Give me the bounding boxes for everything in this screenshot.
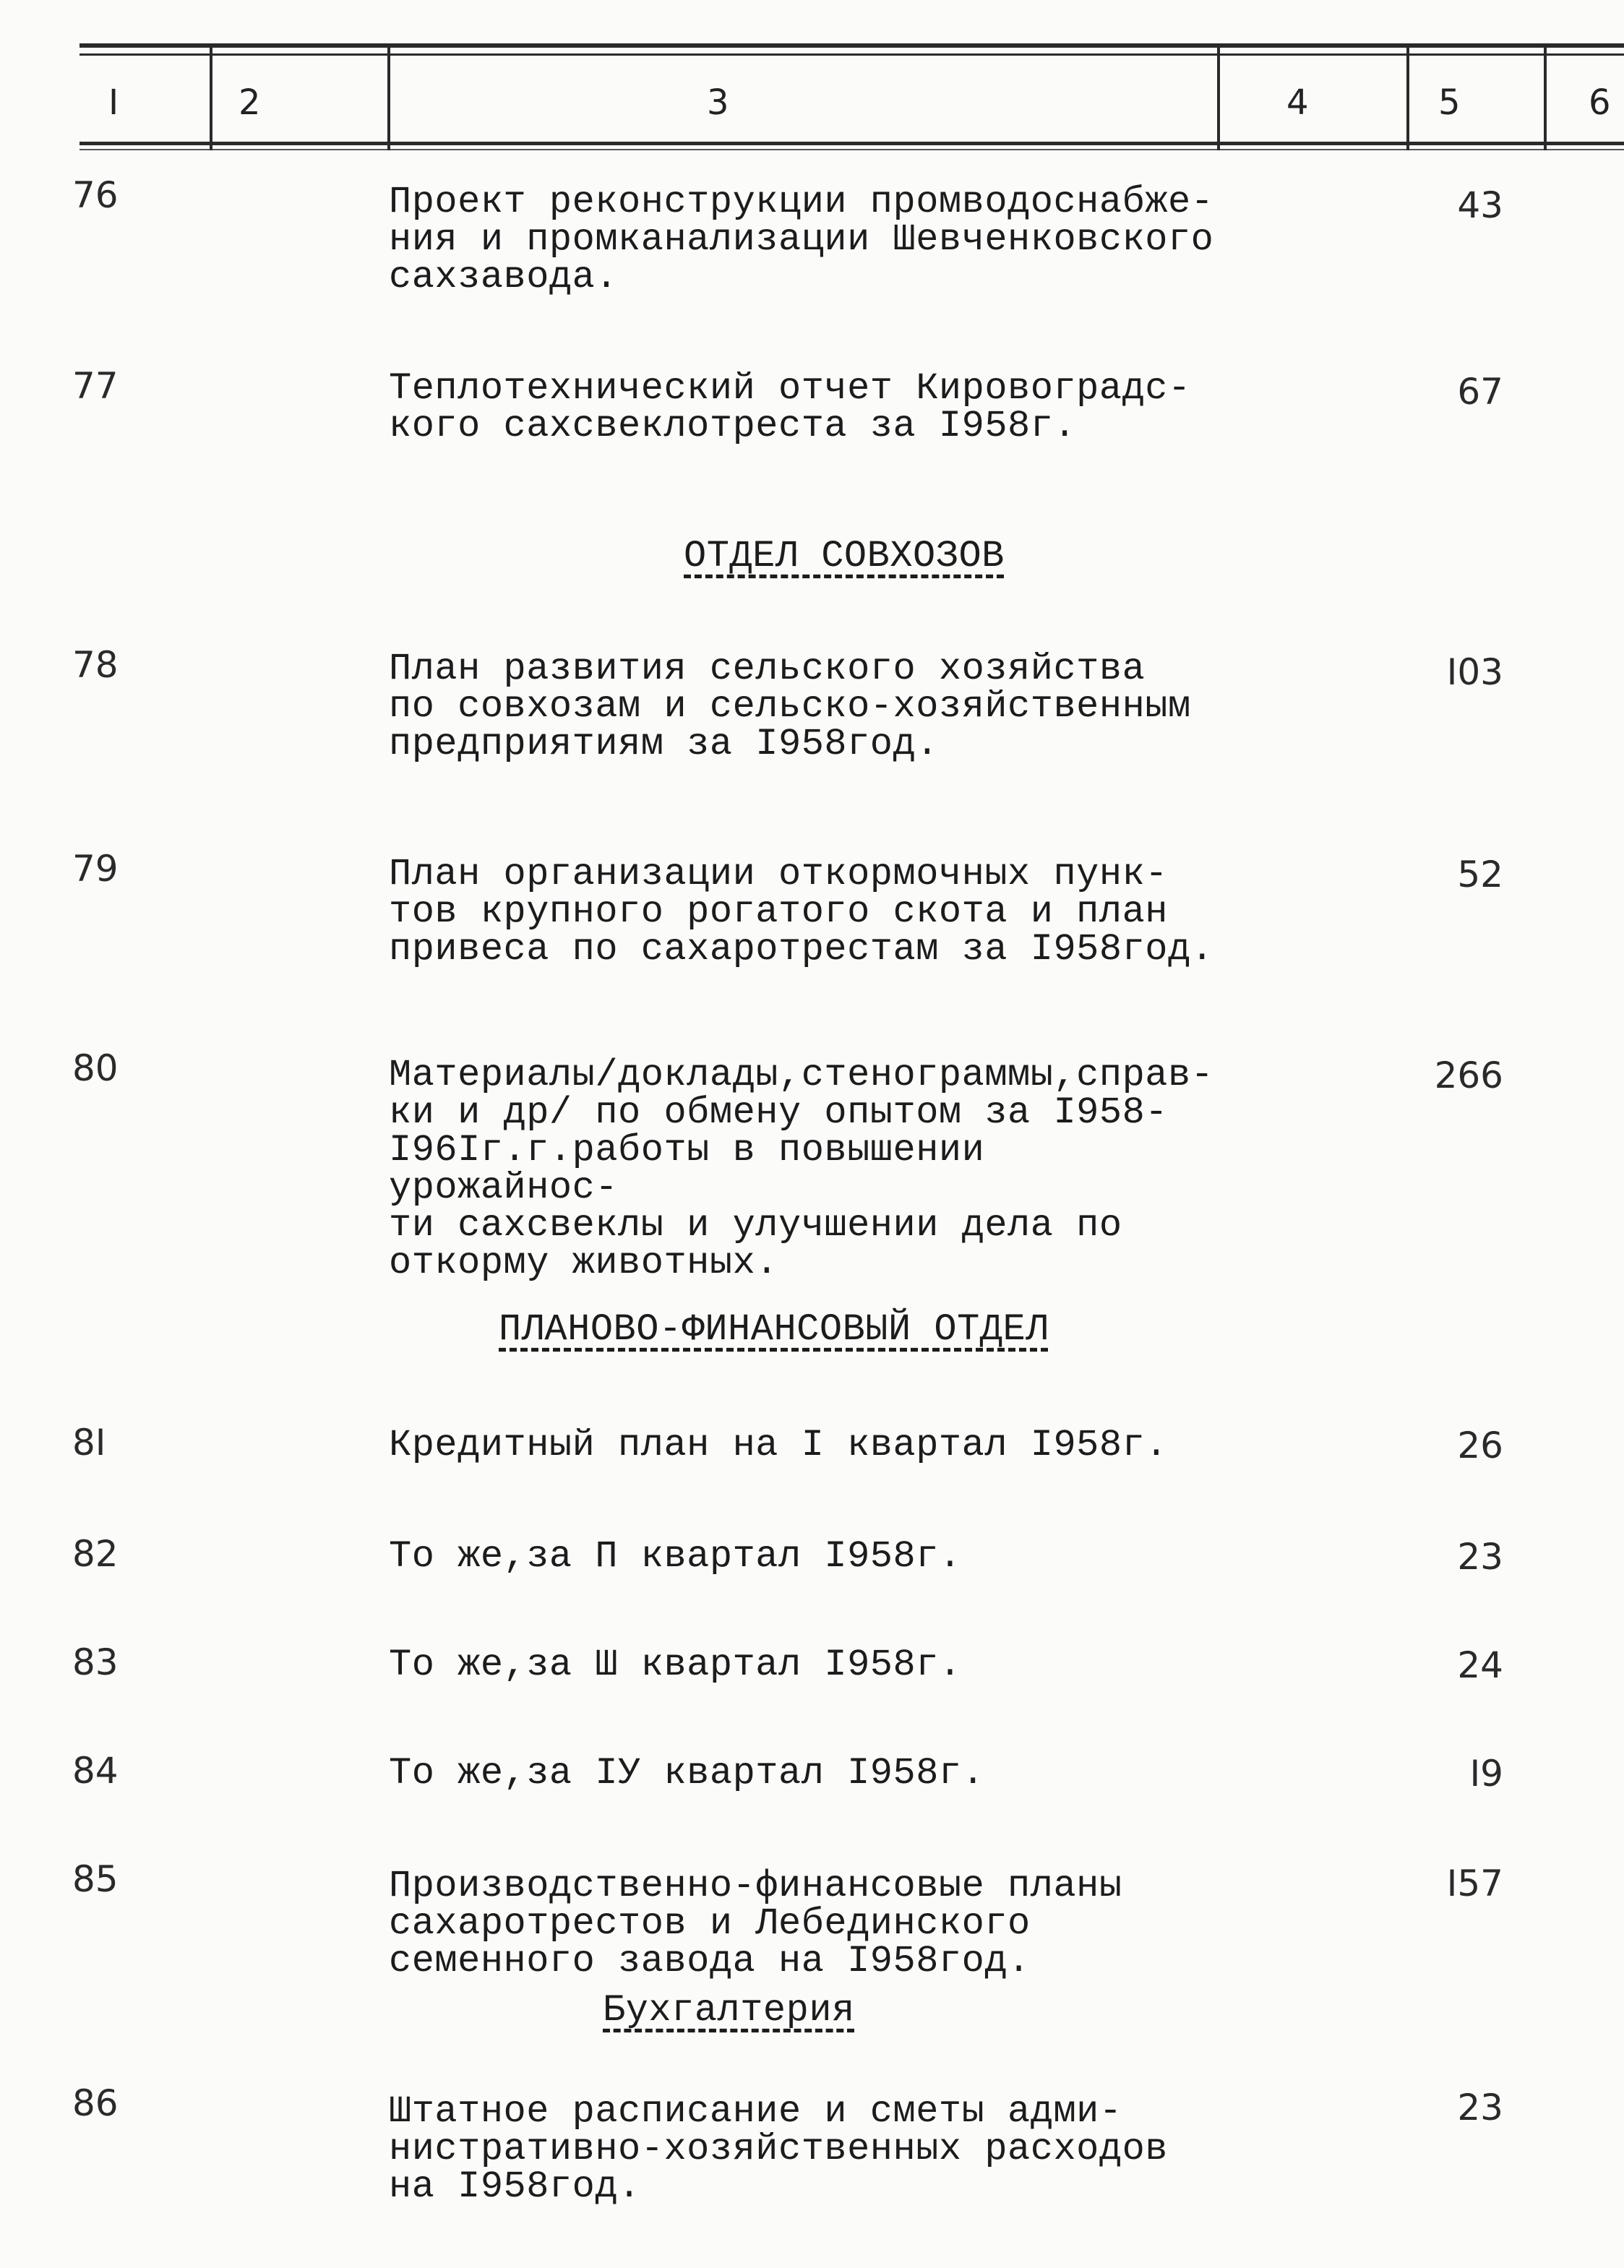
entry-number: 8I <box>72 1422 106 1464</box>
entry-title: Проект реконструкции промводоснабже- ния и промканализации Шевченковского сахзавода. <box>389 181 1214 298</box>
entry-sheet-count: 26 <box>1457 1425 1503 1466</box>
header-col-1: I <box>108 82 119 123</box>
section-heading: ПЛАНОВО-ФИНАНСОВЫЙ ОТДЕЛ <box>499 1308 1049 1351</box>
header-col-6: 6 <box>1589 82 1611 123</box>
entry-sheet-count: I9 <box>1469 1753 1503 1795</box>
entry-sheet-count: I03 <box>1446 651 1503 693</box>
entry-title: План развития сельского хозяйства по совхозам и сельско-хозяйственным предприятиям за I958год. <box>389 648 1191 765</box>
entry-sheet-count: I57 <box>1446 1863 1503 1904</box>
header-divider <box>387 45 390 150</box>
entry-number: 78 <box>72 644 119 686</box>
entry-title: Материалы/доклады,стенограммы,справ- ки и др/ по обмену опытом за I958- I96Iг.г.работы в повышении урожайнос- ти сахсвеклы и улучшении дела по откорму животных. <box>389 1054 1214 1284</box>
entry-number: 86 <box>72 2082 119 2124</box>
entry-sheet-count: 43 <box>1457 184 1503 226</box>
header-bottom-rule-thin <box>80 149 1624 150</box>
entry-number: 76 <box>72 174 119 216</box>
section-heading: Бухгалтерия <box>603 1989 855 2032</box>
header-col-2: 2 <box>239 82 261 123</box>
header-bottom-rule <box>80 142 1624 145</box>
entry-number: 80 <box>72 1047 119 1089</box>
entry-title: То же,за IУ квартал I958г. <box>389 1752 985 1795</box>
entry-title: То же,за П квартал I958г. <box>389 1535 962 1578</box>
entry-number: 85 <box>72 1858 119 1900</box>
entry-sheet-count: 266 <box>1434 1054 1503 1096</box>
header-top-rule-thin <box>80 53 1624 56</box>
entry-number: 79 <box>72 848 119 890</box>
entry-sheet-count: 24 <box>1457 1644 1503 1686</box>
entry-number: 82 <box>72 1533 119 1575</box>
header-col-5: 5 <box>1438 82 1461 123</box>
header-divider <box>1406 45 1409 150</box>
entry-title: То же,за Ш квартал I958г. <box>389 1644 962 1686</box>
header-col-4: 4 <box>1286 82 1309 123</box>
entry-sheet-count: 52 <box>1457 854 1503 895</box>
header-divider <box>1217 45 1220 150</box>
entry-title: План организации откормочных пунк- тов крупного рогатого скота и план привеса по сахаротрестам за I958год. <box>389 853 1214 971</box>
header-divider <box>210 45 212 150</box>
entry-title: Штатное расписание и сметы адми- нистративно-хозяйственных расходов на I958год. <box>389 2090 1168 2208</box>
entry-number: 83 <box>72 1641 119 1683</box>
entry-number: 84 <box>72 1750 119 1792</box>
entry-title: Теплотехнический отчет Кировоградс- кого сахсвеклотреста за I958г. <box>389 367 1191 447</box>
section-heading: ОТДЕЛ СОВХОЗОВ <box>684 535 1005 577</box>
header-divider <box>1544 45 1547 150</box>
entry-title: Кредитный план на I квартал I958г. <box>389 1424 1168 1466</box>
entry-title: Производственно-финансовые планы сахаротрестов и Лебединского семенного завода на I958год. <box>389 1865 1122 1983</box>
entry-sheet-count: 23 <box>1457 2087 1503 2129</box>
header-col-3: 3 <box>707 82 729 123</box>
header-top-rule <box>80 43 1624 48</box>
entry-sheet-count: 67 <box>1457 371 1503 413</box>
entry-sheet-count: 23 <box>1457 1536 1503 1578</box>
entry-number: 77 <box>72 365 119 407</box>
